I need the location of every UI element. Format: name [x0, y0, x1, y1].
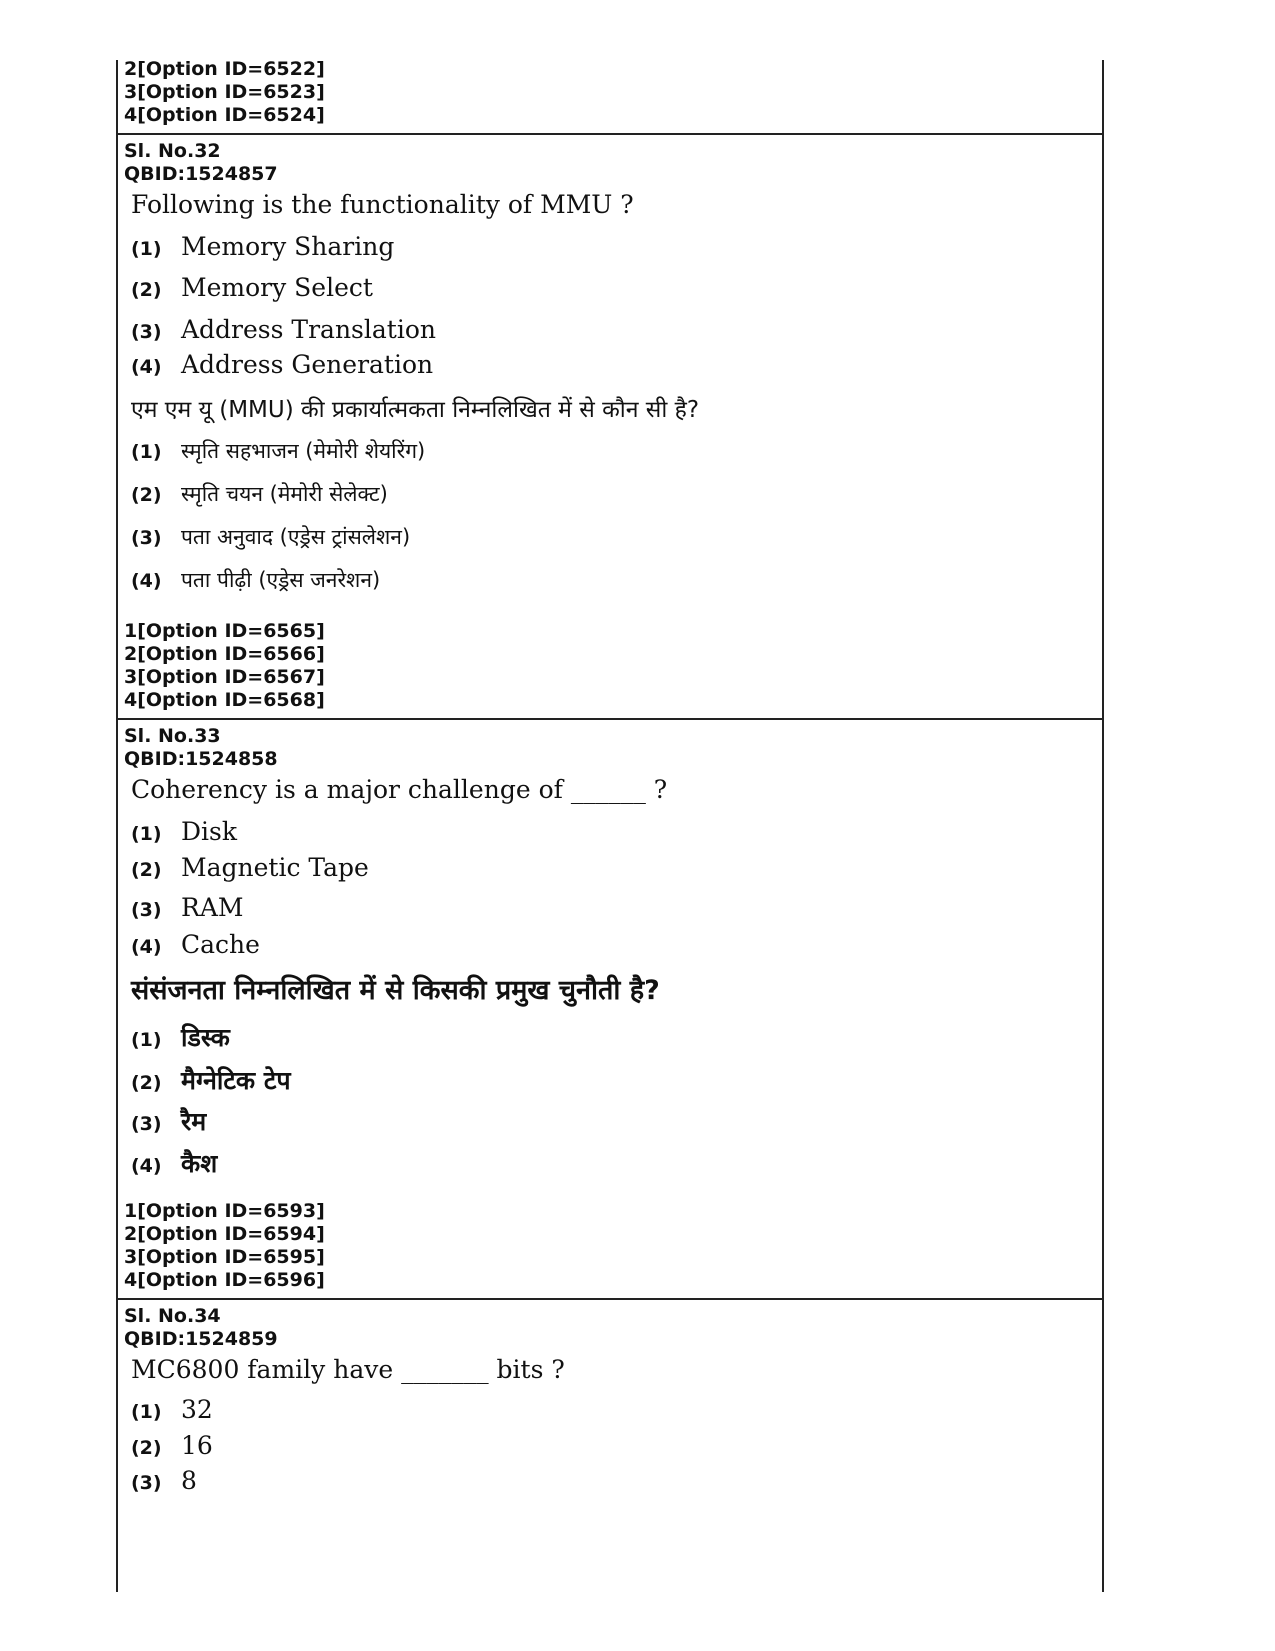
option-en-1 — [131, 1395, 213, 1424]
option-id: 1[Option ID=6565] — [124, 620, 325, 642]
option-en-3 — [131, 893, 243, 922]
option-id: 4[Option ID=6596] — [124, 1269, 325, 1291]
question-text-hi: संसंजनता निम्नलिखित में से किसकी प्रमुख चुनौती है? — [131, 975, 660, 1006]
option-text: स्मृति सहभाजन (मेमोरी शेयरिंग) — [181, 439, 426, 463]
option-en-3 — [131, 315, 436, 344]
option-number: (3) — [131, 1113, 162, 1135]
option-id: 2[Option ID=6594] — [124, 1223, 325, 1245]
option-en-1 — [131, 817, 237, 846]
option-id: 4[Option ID=6524] — [124, 104, 325, 126]
question-text-en: Following is the functionality of MMU ? — [131, 190, 634, 219]
option-text: कैश — [181, 1149, 218, 1178]
option-hi-1 — [131, 1020, 230, 1054]
row-divider — [116, 1298, 1104, 1300]
question-header-33 — [124, 725, 278, 771]
option-number: (1) — [131, 238, 162, 260]
option-id: 1[Option ID=6593] — [124, 1200, 325, 1222]
option-number: (2) — [131, 859, 162, 881]
option-id: 3[Option ID=6523] — [124, 81, 325, 103]
option-id: 4[Option ID=6568] — [124, 689, 325, 711]
option-text: Cache — [181, 930, 260, 959]
option-id-list — [124, 620, 325, 712]
option-text: Memory Select — [181, 273, 373, 302]
option-text: पता अनुवाद (एड्रेस ट्रांसलेशन) — [181, 525, 411, 549]
option-number: (2) — [131, 1437, 162, 1459]
option-hi-4 — [131, 1146, 217, 1180]
option-id-list — [124, 1200, 325, 1292]
option-number: (3) — [131, 321, 162, 343]
serial-number: Sl. No.32 — [124, 140, 221, 162]
option-text: 16 — [181, 1431, 213, 1460]
option-number: (3) — [131, 527, 162, 549]
question-text-en: MC6800 family have _______ bits ? — [131, 1355, 565, 1384]
option-en-1 — [131, 232, 394, 261]
option-number: (2) — [131, 1072, 162, 1094]
option-number: (3) — [131, 899, 162, 921]
option-text: रैम — [181, 1107, 207, 1136]
row-divider — [116, 133, 1104, 135]
option-text: Address Generation — [181, 350, 434, 379]
option-text: Disk — [181, 817, 238, 846]
option-en-3 — [131, 1466, 197, 1495]
option-text: डिस्क — [181, 1023, 230, 1052]
option-hi-3 — [131, 1104, 206, 1138]
option-text: पता पीढ़ी (एड्रेस जनरेशन) — [181, 568, 381, 592]
question-text-hi: एम एम यू (MMU) की प्रकार्यात्मकता निम्नलिखित में से कौन सी है? — [131, 397, 700, 423]
option-text: Address Translation — [181, 315, 436, 344]
option-id-list-top — [124, 58, 325, 127]
option-text: मैग्नेटिक टेप — [181, 1066, 291, 1095]
option-text: Memory Sharing — [181, 232, 395, 261]
option-id: 3[Option ID=6595] — [124, 1246, 325, 1268]
row-divider — [116, 718, 1104, 720]
option-number: (4) — [131, 356, 162, 378]
qbid: QBID:1524859 — [124, 1328, 278, 1350]
question-header-32 — [124, 140, 278, 186]
option-number: (4) — [131, 936, 162, 958]
serial-number: Sl. No.33 — [124, 725, 221, 747]
option-hi-3 — [131, 523, 410, 551]
serial-number: Sl. No.34 — [124, 1305, 221, 1327]
option-hi-2 — [131, 1063, 291, 1097]
option-number: (1) — [131, 1401, 162, 1423]
qbid: QBID:1524857 — [124, 163, 278, 185]
option-number: (2) — [131, 484, 162, 506]
option-en-4 — [131, 930, 260, 959]
option-text: 8 — [181, 1466, 197, 1495]
option-number: (1) — [131, 441, 162, 463]
option-text: 32 — [181, 1395, 213, 1424]
option-id: 2[Option ID=6522] — [124, 58, 325, 80]
option-number: (2) — [131, 279, 162, 301]
option-number: (4) — [131, 1155, 162, 1177]
option-text: स्मृति चयन (मेमोरी सेलेक्ट) — [181, 482, 388, 506]
option-text: Magnetic Tape — [181, 853, 369, 882]
option-number: (4) — [131, 570, 162, 592]
option-text: RAM — [181, 893, 244, 922]
qbid: QBID:1524858 — [124, 748, 278, 770]
option-hi-1 — [131, 437, 425, 465]
option-id: 3[Option ID=6567] — [124, 666, 325, 688]
option-en-2 — [131, 1431, 213, 1460]
option-id: 2[Option ID=6566] — [124, 643, 325, 665]
option-hi-2 — [131, 480, 388, 508]
option-en-2 — [131, 853, 369, 882]
question-text-en: Coherency is a major challenge of ______ ? — [131, 775, 668, 804]
option-number: (1) — [131, 823, 162, 845]
option-number: (3) — [131, 1472, 162, 1494]
option-hi-4 — [131, 566, 380, 594]
option-number: (1) — [131, 1029, 162, 1051]
option-en-4 — [131, 350, 433, 379]
option-en-2 — [131, 273, 373, 302]
question-header-34 — [124, 1305, 278, 1351]
